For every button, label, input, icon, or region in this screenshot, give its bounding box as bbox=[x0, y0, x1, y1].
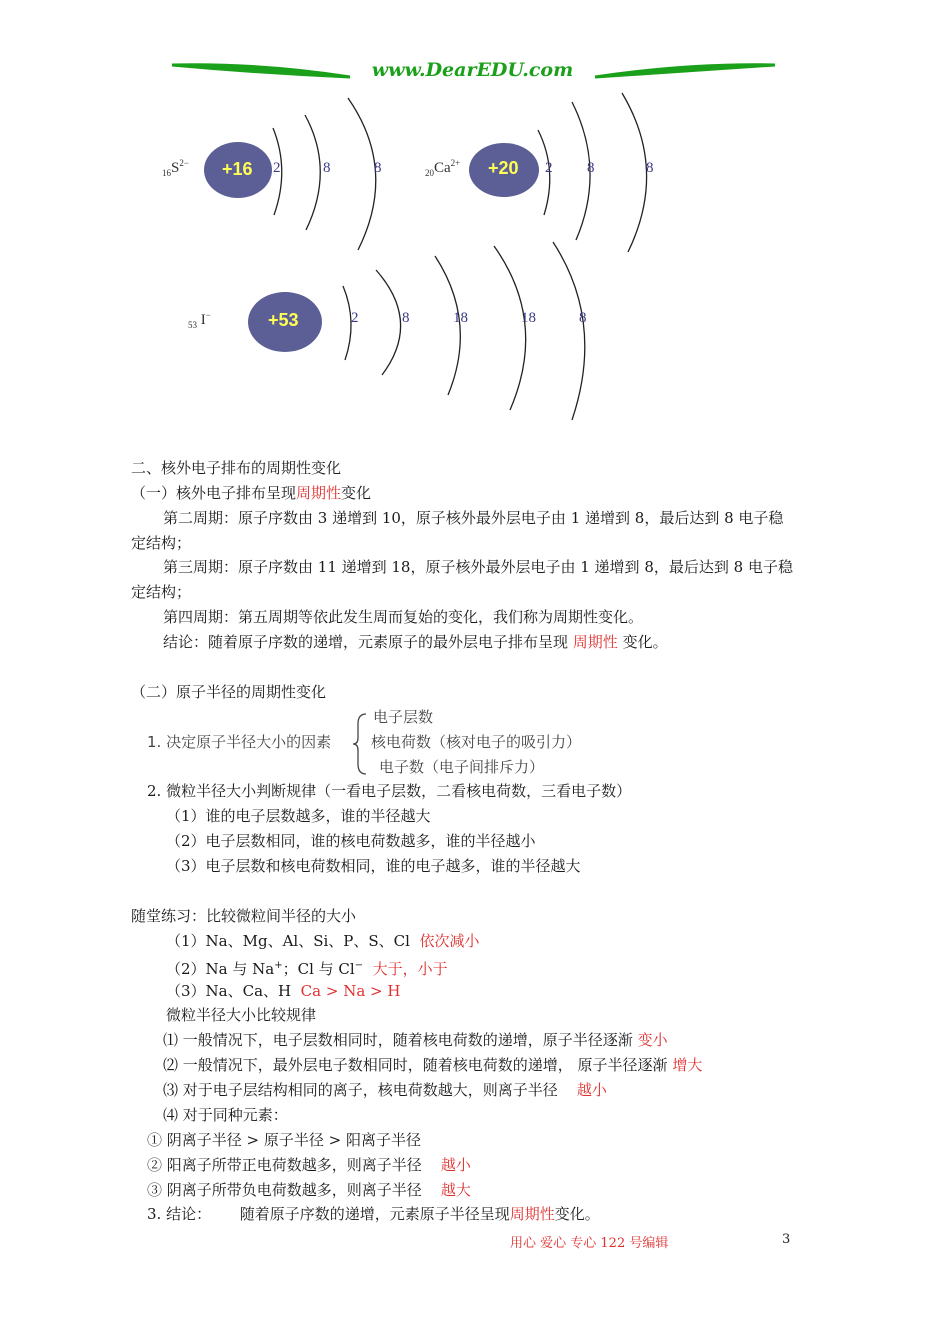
ion-label-ca: $_{20}Ca^{2+}$ bbox=[425, 158, 461, 178]
atom-diagram bbox=[0, 90, 950, 420]
sub-rule: ③ 阴离子所带负电荷数越多，则离子半径 越大 bbox=[147, 1181, 471, 1199]
shell-count: 2 bbox=[351, 310, 359, 326]
rule-item: （2）电子层数相同，谁的核电荷数越多，谁的半径越小 bbox=[166, 832, 536, 850]
paragraph: 定结构； bbox=[131, 583, 192, 601]
subsection-title: （二）原子半径的周期性变化 bbox=[131, 683, 327, 701]
subsection-title: （一）核外电子排布呈现周期性变化 bbox=[131, 484, 372, 502]
header-banner bbox=[0, 55, 950, 90]
practice-question: （1）Na、Mg、Al、Si、P、S、Cl 依次减小 bbox=[166, 932, 480, 950]
shell-count: 8 bbox=[587, 160, 595, 176]
shell-arc bbox=[343, 286, 351, 360]
practice-question: （3）Na、Ca、H Ca > Na > H bbox=[166, 982, 401, 1000]
sub-rule: ① 阴离子半径 > 原子半径 > 阳离子半径 bbox=[147, 1131, 421, 1149]
shell-arc bbox=[494, 246, 526, 410]
paragraph: 第二周期：原子序数由 3 递增到 10，原子核外最外层电子由 1 递增到 8，最后达到 8 电子稳 bbox=[163, 509, 784, 527]
shell-count: 8 bbox=[646, 160, 654, 176]
rule-item: ⑴ 一般情况下，电子层数相同时，随着核电荷数的递增，原子半径逐渐 变小 bbox=[163, 1031, 668, 1049]
shell-count: 8 bbox=[579, 310, 587, 326]
shell-count: 8 bbox=[323, 160, 331, 176]
rule-title: 2. 微粒半径大小判断规律（一看电子层数，二看核电荷数，三看电子数） bbox=[147, 782, 632, 800]
conclusion: 结论：随着原子序数的递增，元素原子的最外层电子排布呈现 周期性 变化。 bbox=[163, 633, 668, 651]
shell-arc bbox=[348, 98, 376, 250]
shell-count: 8 bbox=[374, 160, 382, 176]
rule-item: ⑵ 一般情况下，最外层电子数相同时，随着核电荷数的递增， 原子半径逐渐 增大 bbox=[163, 1056, 703, 1074]
ion-label-s: $_{16}S^{2-}$ bbox=[162, 158, 189, 178]
practice-answer: 依次减小 bbox=[419, 932, 480, 950]
paragraph: 定结构； bbox=[131, 534, 192, 552]
ion-label-i: $_{53}$ I− bbox=[188, 310, 211, 330]
practice-answer: Ca > Na > H bbox=[300, 982, 401, 1000]
final-conclusion: 3. 结论： 随着原子序数的递增，元素原子半径呈现周期性变化。 bbox=[147, 1205, 600, 1223]
nucleus-charge-ca: +20 bbox=[488, 158, 519, 178]
shell-count: 18 bbox=[521, 310, 536, 326]
sub-rule: ② 阳离子所带正电荷数越多，则离子半径 越小 bbox=[147, 1156, 471, 1174]
factor-item: 核电荷数（核对电子的吸引力） bbox=[371, 733, 582, 751]
shell-arc bbox=[622, 93, 647, 252]
factor-item: 电子层数 bbox=[373, 708, 434, 726]
paragraph: 第三周期：原子序数由 11 递增到 18，原子核外最外层电子由 1 递增到 8，最后达到 8 电子稳 bbox=[163, 558, 793, 576]
footer-text: 用心 爱心 专心 122 号编辑 bbox=[510, 1236, 669, 1251]
section-title: 二、核外电子排布的周期性变化 bbox=[131, 459, 342, 477]
shell-count: 8 bbox=[402, 310, 410, 326]
shell-count: 18 bbox=[453, 310, 468, 326]
paragraph: 第四周期：第五周期等依此发生周而复始的变化，我们称为周期性变化。 bbox=[163, 608, 644, 626]
rule-item: ⑷ 对于同种元素： bbox=[163, 1106, 288, 1124]
rule-item: ⑶ 对于电子层结构相同的离子，核电荷数越大，则离子半径 越小 bbox=[163, 1081, 607, 1099]
shell-count: 2 bbox=[545, 160, 553, 176]
page-number: 3 bbox=[782, 1232, 791, 1247]
shell-count: 2 bbox=[273, 160, 281, 176]
shell-arc bbox=[305, 115, 320, 230]
practice-question: （2）Na 与 Na+；Cl 与 Cl− 大于，小于 bbox=[166, 960, 448, 978]
rule-item: （1）谁的电子层数越多，谁的半径越大 bbox=[166, 807, 431, 825]
nucleus-charge-s: +16 bbox=[222, 159, 253, 179]
rule-item: （3）电子层数和核电荷数相同，谁的电子越多，谁的半径越大 bbox=[166, 857, 581, 875]
brace-icon bbox=[352, 712, 370, 776]
shell-arc bbox=[553, 242, 585, 420]
header-site-name[interactable]: www.DearEDU.com bbox=[371, 59, 574, 81]
rule-heading: 微粒半径大小比较规律 bbox=[166, 1006, 317, 1024]
factor-item: 电子数（电子间排斥力） bbox=[379, 758, 545, 776]
practice-answer: 大于，小于 bbox=[372, 960, 448, 978]
practice-title: 随堂练习：比较微粒间半径的大小 bbox=[131, 907, 357, 925]
shell-arc bbox=[376, 270, 401, 375]
nucleus-charge-i: +53 bbox=[268, 310, 299, 330]
factor-label: 1. 决定原子半径大小的因素 bbox=[147, 733, 332, 751]
